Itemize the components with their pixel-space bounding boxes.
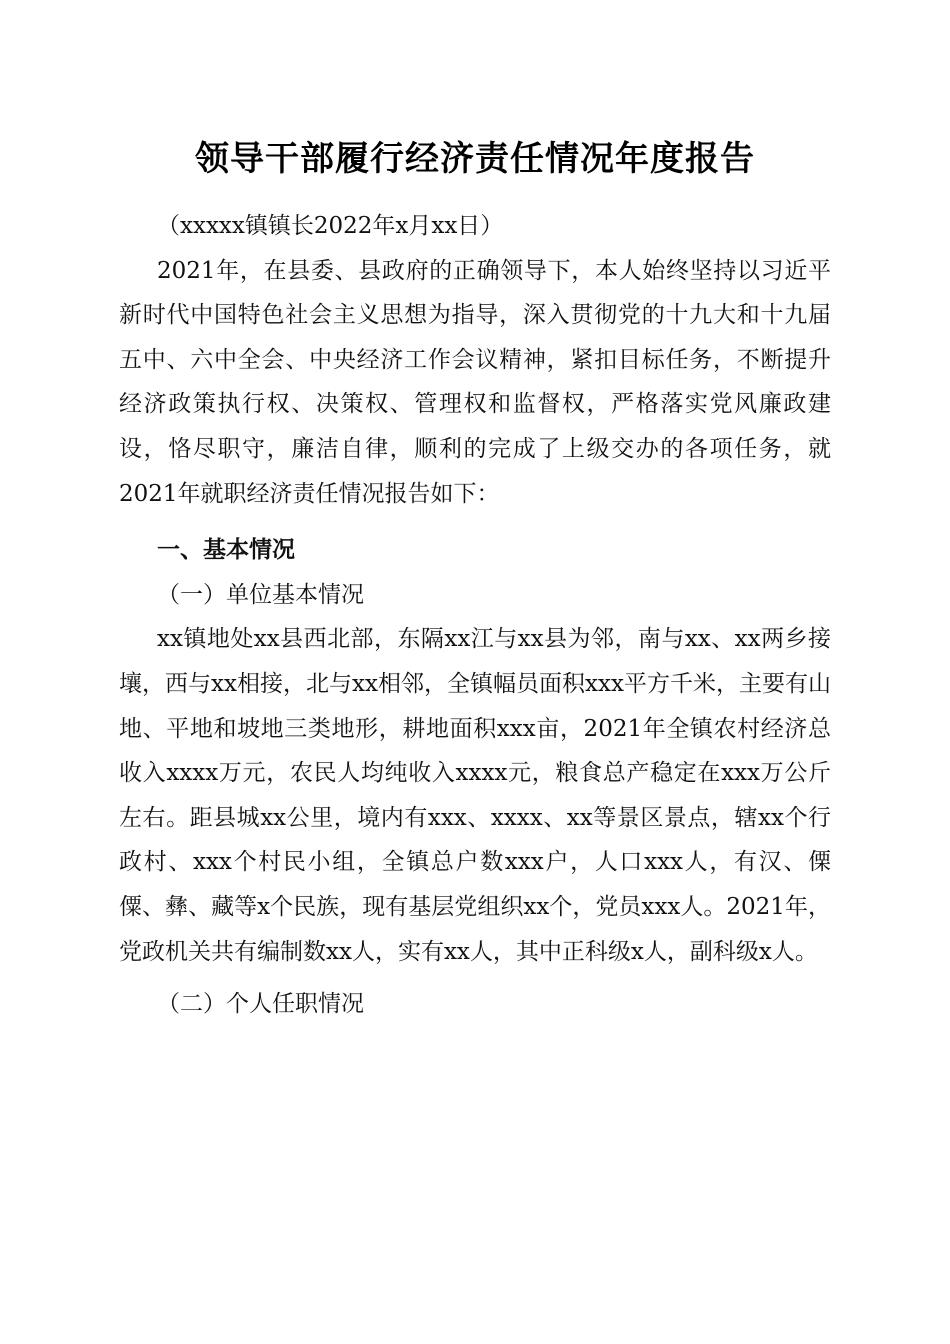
subsection-heading-unit-info: （一）单位基本情况 xyxy=(157,581,364,608)
intro-paragraph: 2021年，在县委、县政府的正确领导下，本人始终坚持以习近平新时代中国特色社会主义思想为指导，深入贯彻党的十九大和十九届五中、六中全会、中央经济工作会议精神，紧扣目标任务，不断提升经济政策执行权、决策权、管理权和监督权，严格落实党风廉政建设，恪尽职守，廉洁自律，顺利的完成了上级交办的各项任务，就2021年就职经济责任情况报告如下： xyxy=(119,257,831,507)
document-body xyxy=(119,204,831,1027)
subsection-heading-personal-info: （二）个人任职情况 xyxy=(157,991,364,1018)
document-title: 领导干部履行经济责任情况年度报告 xyxy=(195,139,755,179)
unit-info-paragraph: xx镇地处xx县西北部，东隔xx江与xx县为邻，南与xx、xx两乡接壤，西与xx相接，北与xx相邻，全镇幅员面积xxx平方千米，主要有山地、平地和坡地三类地形，耕地面积xxx亩，2021年全镇农村经济总收入xxxx万元，农民人均纯收入xxxx元，粮食总产稳定在xxx万公斤左右。距县城xx公里，境内有xxx、xxxx、xx等景区景点，辖xx个行政村、xxx个村民小组，全镇总户数xxx户，人口xxx人，有汉、傈僳、彝、藏等x个民族，现有基层党组织xx个，党员xxx人。2021年，党政机关共有编制数xx人，实有xx人，其中正科级x人，副科级x人。 xyxy=(119,626,831,965)
document-subtitle: （xxxxx镇镇长2022年x月xx日） xyxy=(157,213,504,239)
section-heading-basic-info: 一、基本情况 xyxy=(157,537,295,564)
